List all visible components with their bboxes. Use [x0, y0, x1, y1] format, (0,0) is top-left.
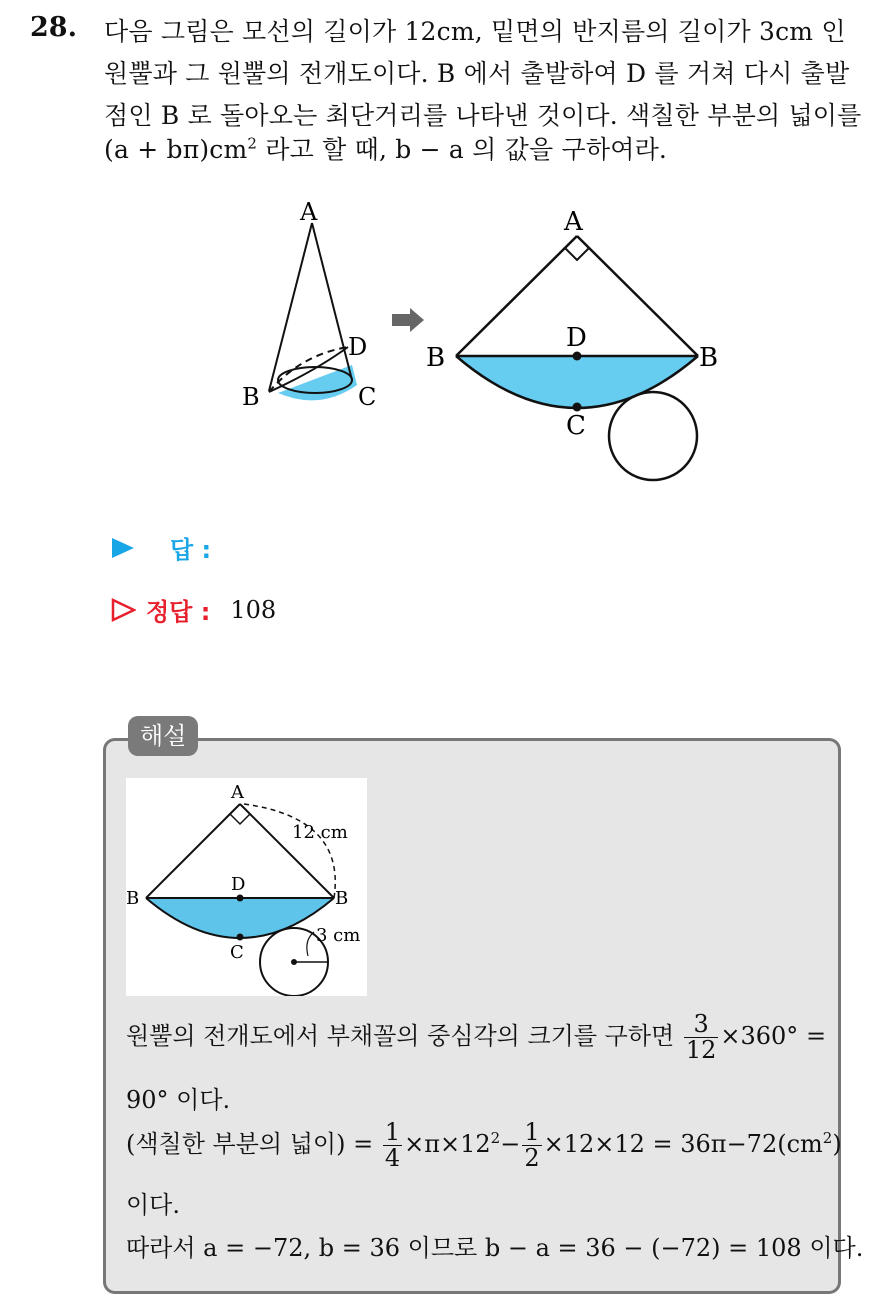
cone-label-left: B: [242, 383, 260, 411]
answer-row: [110, 530, 211, 565]
outline-triangle-icon: [110, 598, 136, 622]
expl-point-d: [237, 895, 244, 902]
cone-figure: [230, 195, 400, 420]
correct-answer-value: 108: [230, 595, 277, 624]
explanation-line-4: 이다.: [126, 1191, 180, 1219]
explanation-tag: 해설: [128, 716, 198, 756]
question-line-2: 원뿔과 그 원뿔의 전개도이다. B 에서 출발하여 D 를 거쳐 다시 출발: [104, 59, 850, 88]
net-label-right: B: [699, 343, 719, 373]
expl-label-slant: 12 cm: [292, 822, 348, 843]
filled-triangle-icon: [110, 536, 136, 560]
expl-radius-pointer: [307, 932, 314, 956]
net-label-center: D: [566, 323, 587, 353]
cone-label-apex: A: [300, 198, 318, 226]
net-label-bottom: C: [566, 411, 586, 441]
net-right-edge: [577, 236, 698, 356]
expl-label-radius: 3 cm: [316, 925, 361, 946]
explanation-line-3: (색칠한 부분의 넓이) = $\frac{1}{4}$ $\times\pi\times 12^2-$ $\frac{1}{2}$ $\times 12\times 12 = 36\pi-72(cm^2)$: [126, 1118, 842, 1173]
net-label-left: B: [426, 343, 446, 373]
expl-label-left: B: [126, 888, 140, 909]
explanation-figure: [126, 778, 367, 996]
question-number: 28.: [30, 12, 77, 43]
answer-label: 답 :: [170, 536, 212, 564]
expl-right-edge: [240, 804, 334, 898]
explanation-line-5: 따라서 a = −72, b = 36 이므로 b − a = 36 − (−72) = 108 이다.: [126, 1234, 864, 1262]
expl-label-right: B: [335, 888, 349, 909]
net-base-circle: [609, 392, 697, 480]
question-line-4: $(a + b\pi)cm^2$ 라고 할 때, b − a 의 값을 구하여라.: [104, 134, 668, 164]
question-line-1: 다음 그림은 모선의 길이가 12cm, 밑면의 반지름의 길이가 3cm 인: [104, 17, 846, 46]
correct-answer-label: 정답 :: [146, 598, 211, 626]
net-left-edge: [456, 236, 577, 356]
explanation-line-2: 90° 이다.: [126, 1086, 231, 1114]
explanation-line-1: 원뿔의 전개도에서 부채꼴의 중심각의 크기를 구하면 $\frac{3}{12}$ ×360° =: [126, 1010, 827, 1065]
cone-label-right: C: [358, 383, 377, 411]
cone-left-edge: [269, 223, 312, 391]
expl-left-edge: [146, 804, 240, 898]
cone-label-top: D: [348, 333, 368, 361]
expl-label-center: D: [231, 874, 246, 895]
expl-right-angle-mark: [230, 814, 250, 824]
right-angle-mark: [565, 248, 589, 260]
expl-point-c: [237, 934, 244, 941]
expl-label-bottom: C: [230, 942, 244, 963]
net-figure: [420, 200, 719, 485]
expl-dashed-arc: [244, 804, 335, 898]
question-line-3: 점인 B 로 돌아오는 최단거리를 나타낸 것이다. 색칠한 부분의 넓이를: [104, 101, 862, 130]
correct-answer-row: [110, 592, 276, 627]
net-label-apex: A: [564, 207, 583, 237]
expl-label-apex: A: [231, 782, 244, 803]
